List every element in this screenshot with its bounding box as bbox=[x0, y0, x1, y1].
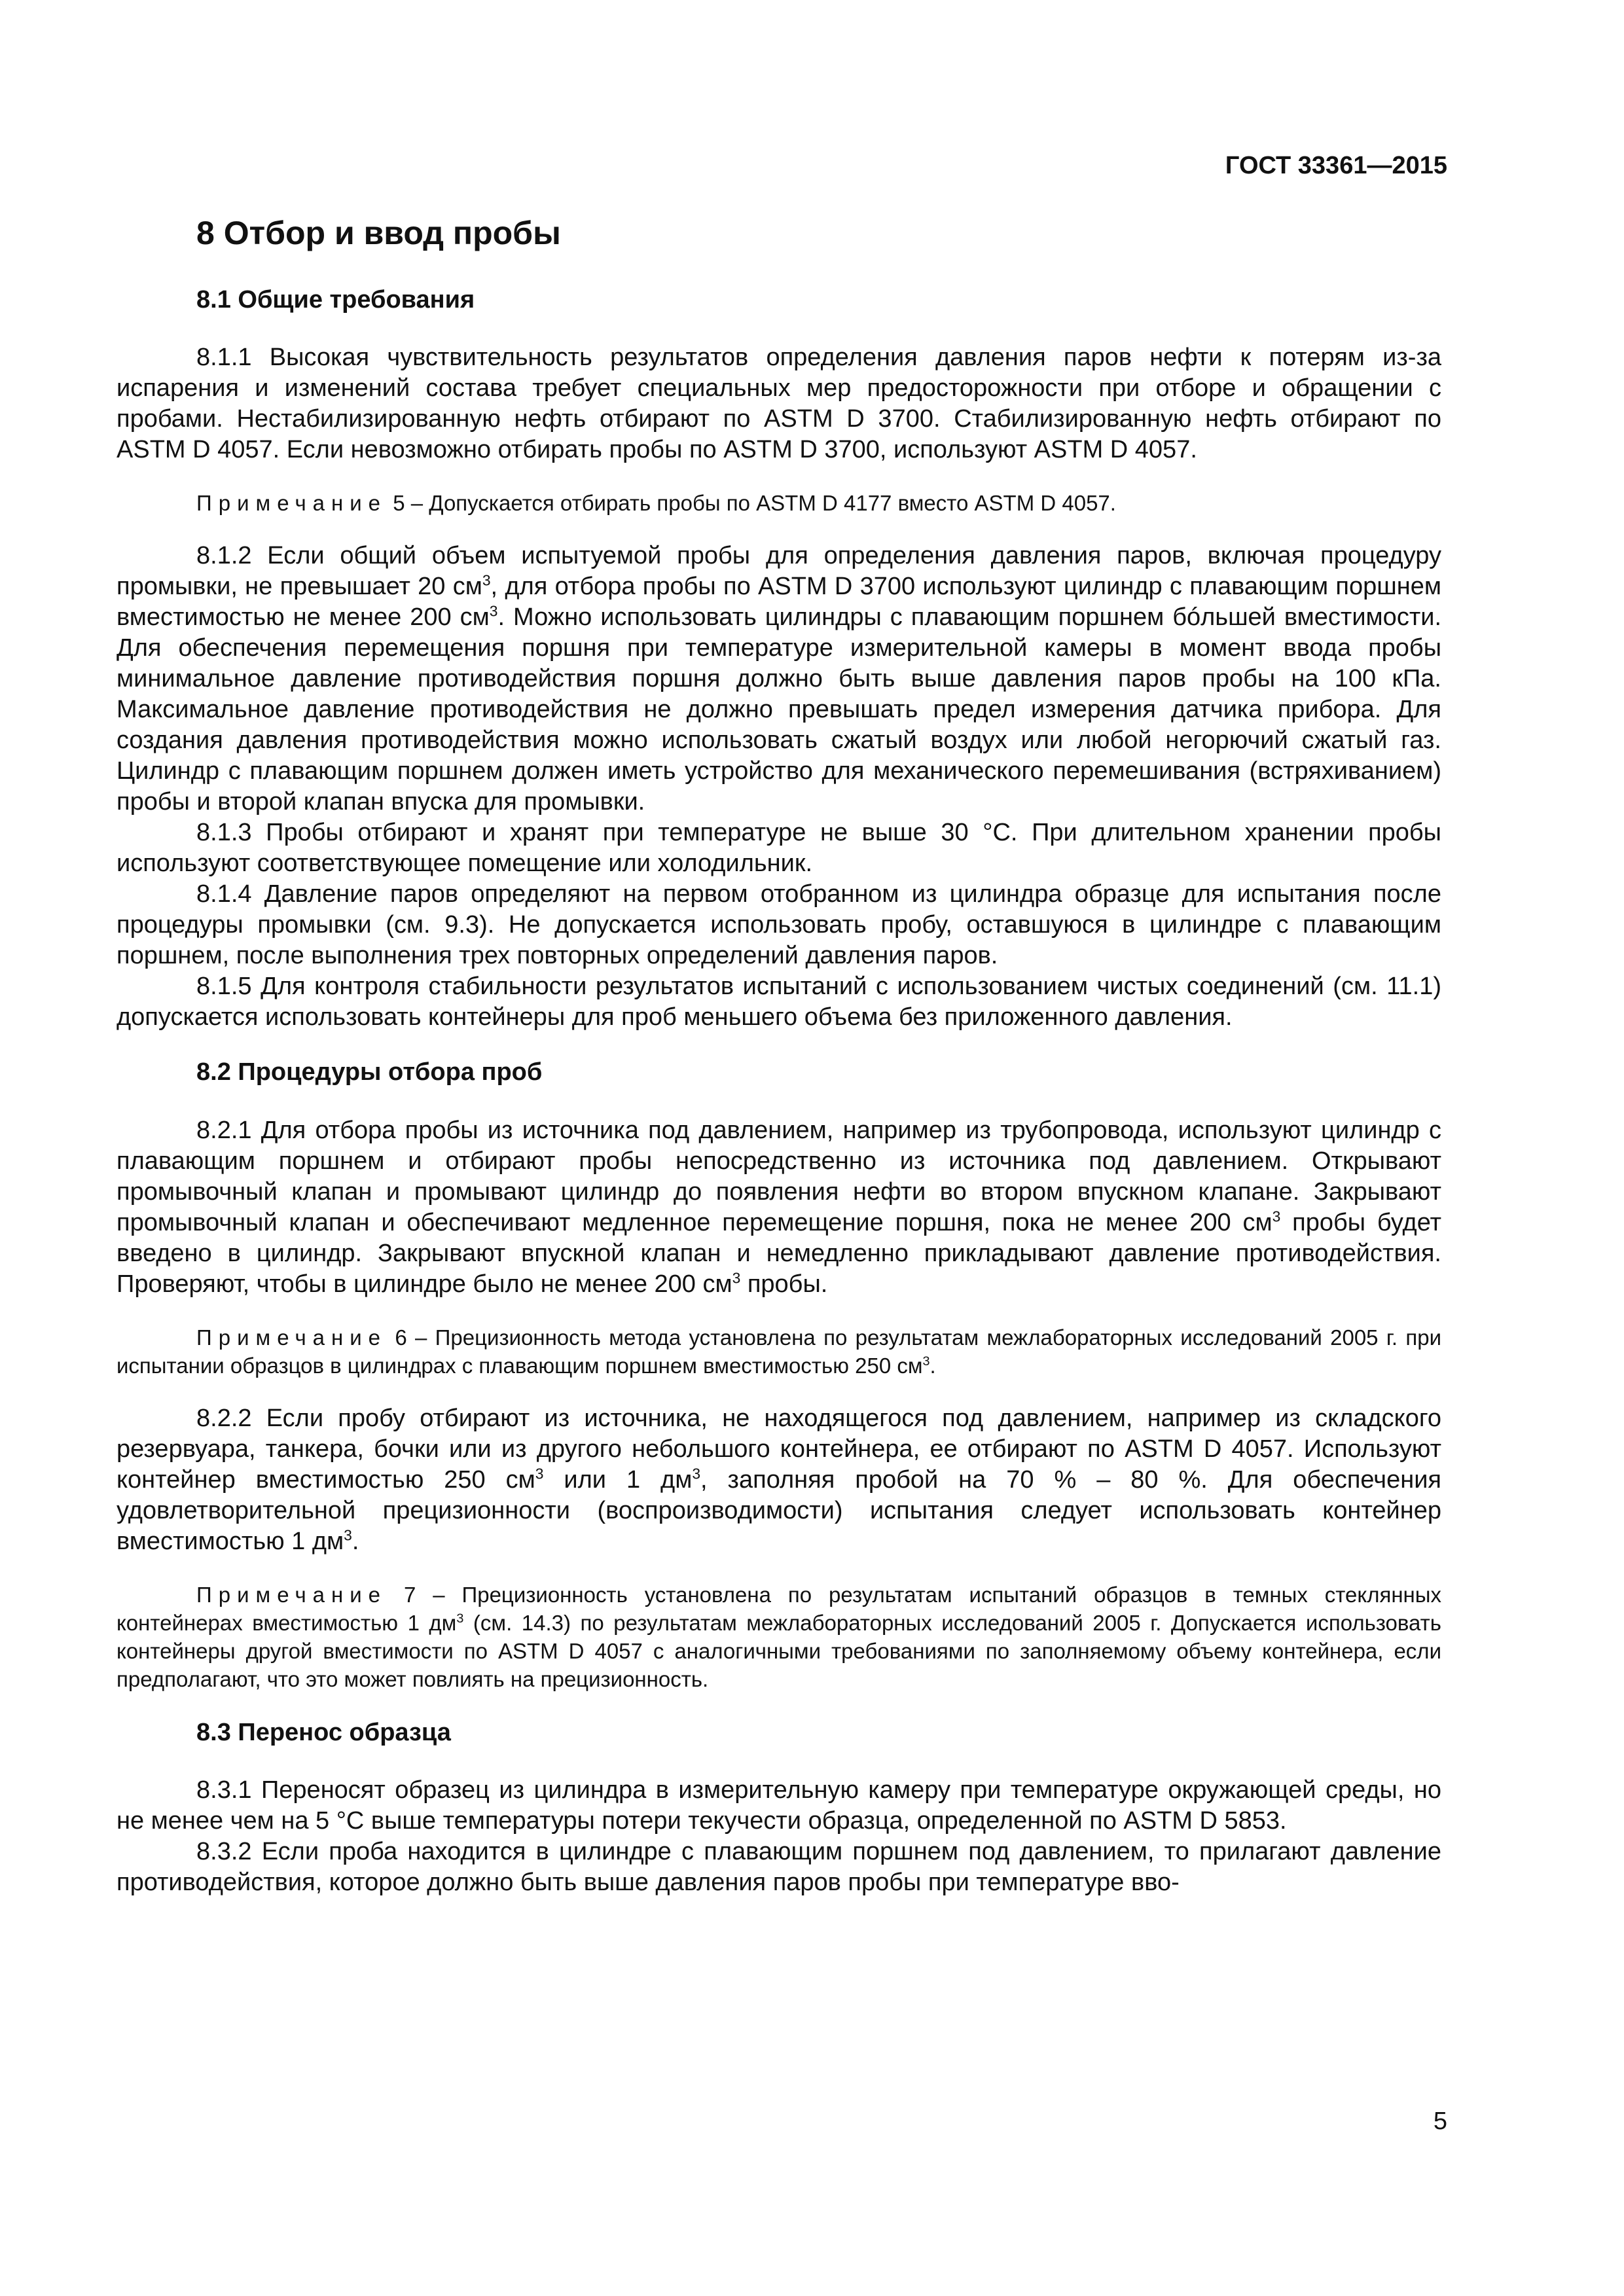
paragraph-8-1-1: 8.1.1 Высокая чувствительность результатов определения давления паров нефти к потерям из-за испарения и изменений состава требует специальных мер предосторожности при отборе и обращении с пробами. Нестабилизированную нефть отбирают по ASTM D 3700. Стабилизированную нефть отбирают по ASTM D 4057. Если невозможно отбирать пробы по ASTM D 3700, используют ASTM D 4057. bbox=[117, 344, 1441, 464]
text-run: пробы. bbox=[740, 1270, 828, 1298]
superscript: 3 bbox=[692, 1465, 701, 1482]
text-run: пробы будет введено в цилиндр. Закрывают впускной клапан и немедленно прикладывают давление противодействия. Проверяют, чтобы в цилиндре было не менее 200 см bbox=[117, 1208, 1442, 1298]
document-code: ГОСТ 33361—2015 bbox=[1225, 152, 1447, 179]
note-text: . bbox=[929, 1353, 936, 1378]
text-run: или 1 дм bbox=[543, 1465, 693, 1494]
note-6 bbox=[117, 1323, 1441, 1380]
page-number: 5 bbox=[1433, 2108, 1447, 2135]
paragraph-8-1-5: 8.1.5 Для контроля стабильности результатов испытаний с использованием чистых соединений (см. 11.1) допускается использовать контейнеры для проб меньшего объема без приложенного давления. bbox=[117, 973, 1441, 1031]
superscript: 3 bbox=[489, 602, 498, 620]
text-run: , заполняя пробой на 70 % – 80 %. Для обеспечения удовлетворительной прецизионности (воспроизводимости) испытания следует использовать контейнер вместимостью 1 дм bbox=[117, 1465, 1442, 1555]
note-label: Примечание bbox=[196, 491, 388, 516]
text-run: 8.1.2 Если общий объем испытуемой пробы для определения давления паров, включая процедуру промывки, не превышает 20 см bbox=[117, 542, 1441, 601]
note-text: (см. 14.3) по результатам межлабораторных исследований 2005 г. Допускается использовать контейнеры другой вместимости по ASTM D 4057 с аналогичными требованиями по заполняемому объему контейнера, если предполагают, что это может повлиять на прецизионность. bbox=[117, 1610, 1441, 1691]
text-run: . bbox=[352, 1527, 359, 1555]
paragraph-8-2-2 bbox=[117, 1403, 1441, 1557]
text-run: 8.2.2 Если пробу отбирают из источника, не находящегося под давлением, например из складского резервуара, танкера, бочки или из другого небольшого контейнера, ее отбирают по ASTM D 4057. Используют контейнер вместимостью 250 см bbox=[117, 1404, 1441, 1494]
note-text: 6 – Прецизионность метода установлена по результатам межлабораторных исследований 2005 г. при испытании образцов в цилиндрах с плавающим поршнем вместимостью 250 см bbox=[117, 1325, 1441, 1378]
paragraph-8-2-1 bbox=[117, 1115, 1441, 1300]
note-5 bbox=[117, 489, 1441, 517]
paragraph-8-1-3: 8.1.3 Пробы отбирают и хранят при температуре не выше 30 °С. При длительном хранении пробы используют соответствующее помещение или холодильник. bbox=[117, 819, 1441, 878]
text-run: . Можно использовать цилиндры с плавающим поршнем бóльшей вместимости. Для обеспечения перемещения поршня при температуре измерительной камеры в момент ввода пробы минимальное давление противодействия поршня должно быть выше давления паров пробы на 100 кПа. Максимальное давление противодействия не должно превышать предел измерения датчика прибора. Для создания давления противодействия можно использовать сжатый воздух или любой негорючий сжатый газ. Цилиндр с плавающим поршнем должен иметь устройство для механического перемешивания (встряхиванием) пробы и второй клапан впуска для промывки. bbox=[117, 603, 1442, 816]
note-label: Примечание bbox=[196, 1325, 388, 1350]
section-title: 8 Отбор и ввод пробы bbox=[196, 215, 561, 251]
note-text: 5 – Допускается отбирать пробы по ASTM D 4177 вместо ASTM D 4057. bbox=[393, 491, 1116, 516]
superscript: 3 bbox=[732, 1269, 741, 1287]
superscript: 3 bbox=[456, 1611, 464, 1626]
text-run: 8.2.1 Для отбора пробы из источника под давлением, например из трубопровода, используют цилиндр с плавающим поршнем и отбирают пробы непосредственно из источника под давлением. Открывают промывочный клапан и промывают цилиндр до появления нефти во втором впускном клапане. Закрывают промывочный клапан и обеспечивают медленное перемещение поршня, пока не менее 200 см bbox=[117, 1116, 1441, 1236]
page-content bbox=[117, 213, 1441, 1898]
superscript: 3 bbox=[1272, 1208, 1281, 1225]
paragraph-8-3-1: 8.3.1 Переносят образец из цилиндра в измерительную камеру при температуре окружающей среды, но не менее чем на 5 °С выше температуры потери текучести образца, определенной по ASTM D 5853. bbox=[117, 1776, 1441, 1835]
paragraph-8-3-2: 8.3.2 Если проба находится в цилиндре с плавающим поршнем под давлением, то прилагают давление противодействия, которое должно быть выше давления паров пробы при температуре вво- bbox=[117, 1838, 1441, 1897]
superscript: 3 bbox=[482, 571, 491, 589]
superscript: 3 bbox=[344, 1526, 352, 1544]
paragraph-8-1-4: 8.1.4 Давление паров определяют на первом отобранном из цилиндра образце для испытания после процедуры промывки (см. 9.3). Не допускается использовать пробу, оставшуюся в цилиндре с плавающим поршнем, после выполнения трех повторных определений давления паров. bbox=[117, 880, 1441, 970]
subsection-title-8-3: 8.3 Перенос образца bbox=[196, 1718, 451, 1746]
note-label: Примечание bbox=[196, 1582, 388, 1607]
subsection-title-8-1: 8.1 Общие требования bbox=[196, 286, 475, 314]
paragraph-8-1-2 bbox=[117, 541, 1441, 817]
note-7 bbox=[117, 1581, 1441, 1693]
subsection-title-8-2: 8.2 Процедуры отбора проб bbox=[196, 1058, 543, 1086]
superscript: 3 bbox=[922, 1354, 930, 1369]
note-text: 7 – Прецизионность установлена по результатам испытаний образцов в темных стеклянных контейнерах вместимостью 1 дм bbox=[117, 1582, 1441, 1635]
superscript: 3 bbox=[535, 1465, 544, 1482]
text-run: , для отбора пробы по ASTM D 3700 используют цилиндр с плавающим поршнем вместимостью не менее 200 см bbox=[117, 573, 1441, 632]
